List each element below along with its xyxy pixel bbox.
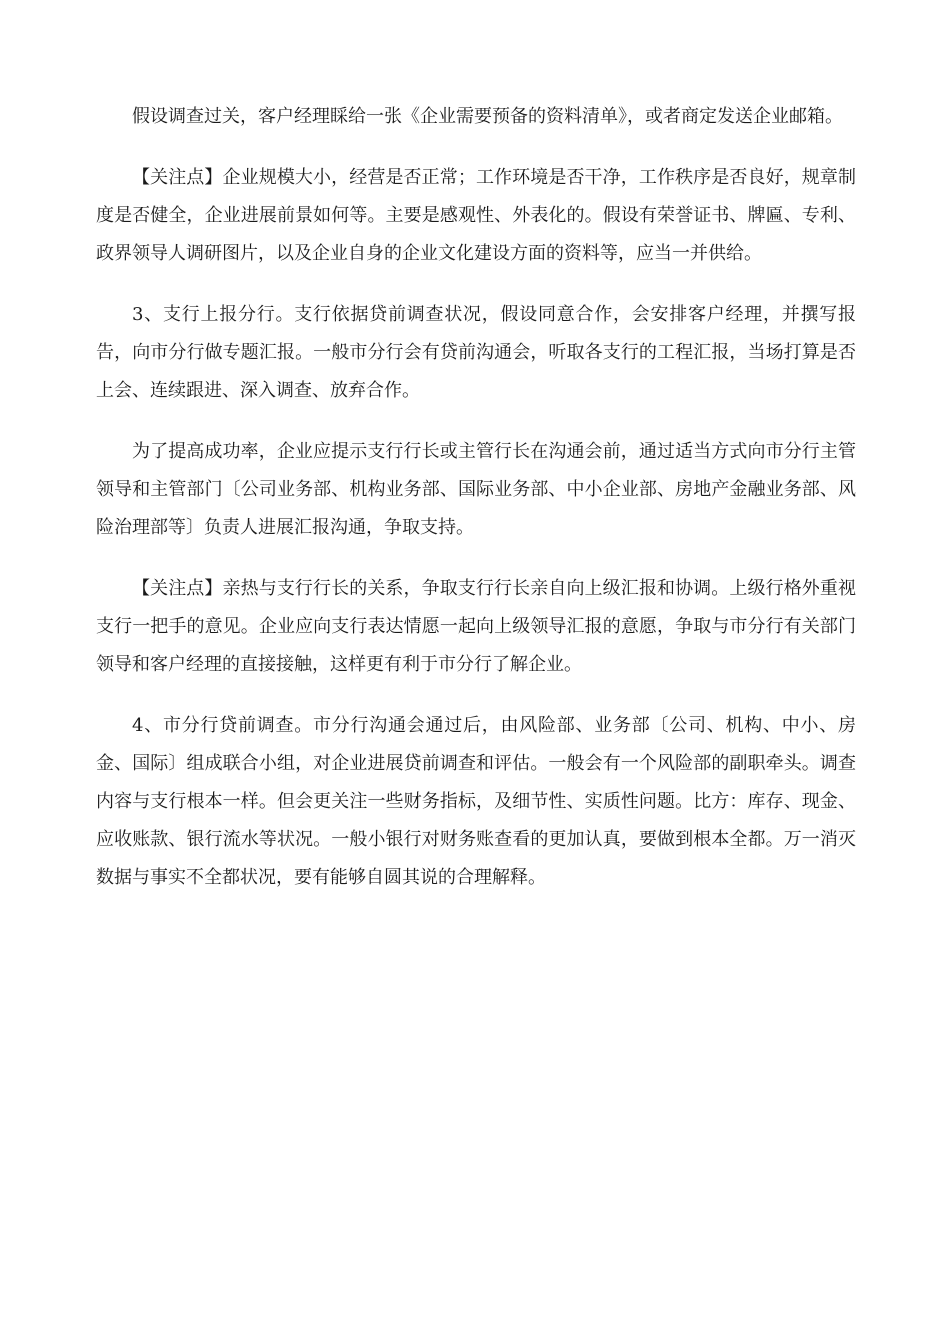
paragraph-step-3: 3、支行上报分行。支行依据贷前调查状况，假设同意合作，会安排客户经理，并撰写报告，向市分行做专题汇报。一般市分行会有贷前沟通会，听取各支行的工程汇报，当场打算是否上会、连续跟进、深入调查、放弃合作。 <box>96 304 856 401</box>
document-body <box>96 98 856 920</box>
paragraph-focus-point-2: 【关注点】亲热与支行行长的关系，争取支行行长亲自向上级汇报和协调。上级行格外重视支行一把手的意见。企业应向支行表达情愿一起向上级领导汇报的意愿，争取与市分行有关部门领导和客户经理的直接接触，这样更有利于市分行了解企业。 <box>96 578 856 675</box>
paragraph-materials-list: 假设调查过关，客户经理睬给一张《企业需要预备的资料清单》，或者商定发送企业邮箱。 <box>132 106 843 127</box>
paragraph-step-4: 4、市分行贷前调查。市分行沟通会通过后，由风险部、业务部〔公司、机构、中小、房金、国际〕组成联合小组，对企业进展贷前调查和评估。一般会有一个风险部的副职牵头。调查内容与支行根本一样。但会更关注一些财务指标，及细节性、实质性问题。比方：库存、现金、应收账款、银行流水等状况。一般小银行对财务账查看的更加认真，要做到根本全都。万一消灭数据与事实不全都状况，要有能够自圆其说的合理解释。 <box>96 715 856 888</box>
paragraph-success-rate: 为了提高成功率，企业应提示支行行长或主管行长在沟通会前，通过适当方式向市分行主管领导和主管部门〔公司业务部、机构业务部、国际业务部、中小企业部、房地产金融业务部、风险治理部等〕负责人进展汇报沟通，争取支持。 <box>96 441 856 538</box>
paragraph-focus-point-1: 【关注点】企业规模大小，经营是否正常；工作环境是否干净，工作秩序是否良好，规章制度是否健全，企业进展前景如何等。主要是感观性、外表化的。假设有荣誉证书、牌匾、专利、政界领导人调研图片，以及企业自身的企业文化建设方面的资料等，应当一并供给。 <box>96 167 856 264</box>
